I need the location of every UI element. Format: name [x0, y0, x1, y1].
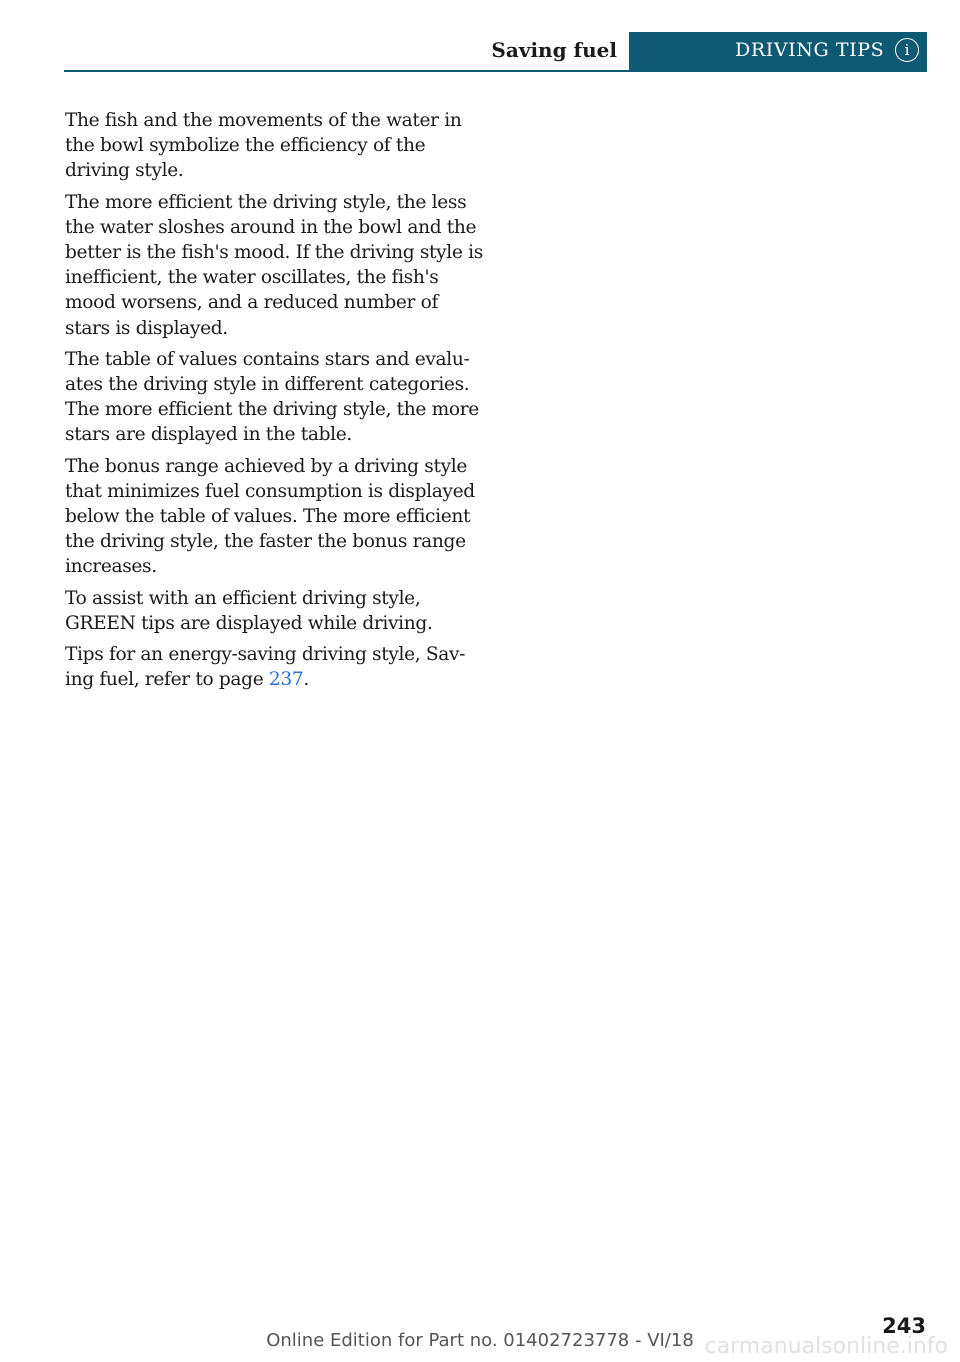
paragraph: The more efficient the driving style, the less the water sloshes around in the bowl and the better is the fish's mood. If the driving style is inefficient, the water oscillates, the fish's mood worsens, and a reduced number of stars is displayed. — [65, 191, 483, 339]
page-header — [64, 32, 927, 72]
page-number: 243 — [882, 1314, 926, 1338]
paragraph-end: . — [303, 669, 309, 691]
paragraph: The bonus range achieved by a driving style that minimizes fuel consumption is displayed below the table of values. The more efficient the driving style, the faster the bonus range increases. — [65, 455, 475, 578]
body-text — [65, 108, 483, 698]
watermark: carmanualsonline.info — [704, 1334, 948, 1359]
paragraph-with-link — [65, 642, 483, 692]
section-title: Saving fuel — [491, 38, 617, 62]
edition-note: Online Edition for Part no. 01402723778 - VI/18 — [266, 1330, 694, 1351]
paragraph: The fish and the movements of the water in the bowl symbolize the efficiency of the driving style. — [65, 110, 462, 182]
page-reference-link[interactable]: 237 — [268, 669, 304, 691]
paragraph: The table of values contains stars and evaluates the driving style in different categories. The more efficient the driving style, the more stars are displayed in the table. — [65, 348, 479, 446]
paragraph: To assist with an efficient driving style, GREEN tips are displayed while driving. — [65, 587, 433, 634]
chapter-tab — [629, 32, 927, 70]
chapter-title: DRIVING TIPS — [735, 39, 885, 61]
info-icon: i — [895, 38, 919, 62]
paragraph-text: Tips for an energy-saving driving style, Saving fuel, refer to page — [65, 644, 466, 691]
